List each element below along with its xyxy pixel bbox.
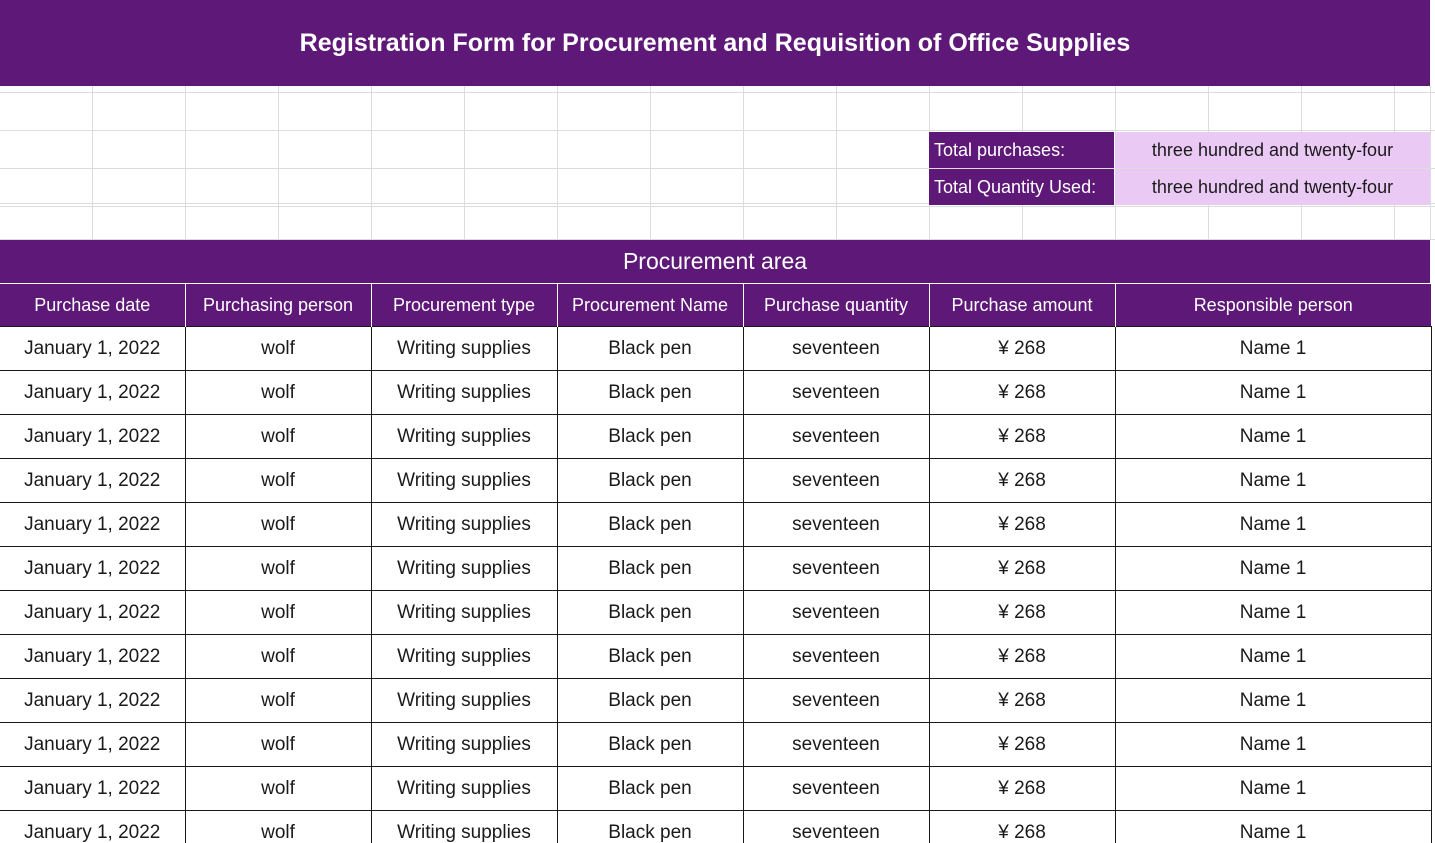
column-header[interactable]: Purchasing person — [185, 284, 371, 327]
responsible-person-cell[interactable]: Name 1 — [1115, 547, 1431, 591]
purchase-quantity-cell[interactable]: seventeen — [743, 371, 929, 415]
purchase-quantity-cell[interactable]: seventeen — [743, 547, 929, 591]
form-title[interactable]: Registration Form for Procurement and Requisition of Office Supplies — [0, 0, 1430, 86]
responsible-person-cell[interactable]: Name 1 — [1115, 767, 1431, 811]
column-header[interactable]: Procurement type — [371, 284, 557, 327]
procurement-type-cell[interactable]: Writing supplies — [371, 591, 557, 635]
purchase-date-cell[interactable]: January 1, 2022 — [0, 371, 185, 415]
purchasing-person-cell[interactable]: wolf — [185, 459, 371, 503]
grid-line — [0, 130, 1435, 131]
procurement-name-cell[interactable]: Black pen — [557, 371, 743, 415]
table-row — [0, 503, 1431, 547]
purchase-quantity-cell[interactable]: seventeen — [743, 767, 929, 811]
purchase-amount-cell[interactable]: ¥ 268 — [929, 547, 1115, 591]
purchase-amount-cell[interactable]: ¥ 268 — [929, 327, 1115, 371]
grid-line — [650, 86, 651, 240]
section-title[interactable]: Procurement area — [0, 240, 1430, 283]
table-row — [0, 635, 1431, 679]
column-header[interactable]: Procurement Name — [557, 284, 743, 327]
table-row — [0, 723, 1431, 767]
grid-line — [464, 86, 465, 240]
purchase-date-cell[interactable]: January 1, 2022 — [0, 547, 185, 591]
purchasing-person-cell[interactable]: wolf — [185, 811, 371, 843]
procurement-type-cell[interactable]: Writing supplies — [371, 371, 557, 415]
grid-line — [185, 86, 186, 240]
column-header[interactable]: Responsible person — [1115, 284, 1431, 327]
purchase-date-cell[interactable]: January 1, 2022 — [0, 503, 185, 547]
responsible-person-cell[interactable]: Name 1 — [1115, 327, 1431, 371]
purchase-date-cell[interactable]: January 1, 2022 — [0, 767, 185, 811]
table-row — [0, 811, 1431, 843]
column-header[interactable]: Purchase amount — [929, 284, 1115, 327]
procurement-name-cell[interactable]: Black pen — [557, 723, 743, 767]
table-header-row — [0, 284, 1431, 327]
purchase-date-cell[interactable]: January 1, 2022 — [0, 811, 185, 843]
purchase-quantity-cell[interactable]: seventeen — [743, 503, 929, 547]
table-row — [0, 327, 1431, 371]
procurement-type-cell[interactable]: Writing supplies — [371, 679, 557, 723]
procurement-name-cell[interactable]: Black pen — [557, 415, 743, 459]
procurement-type-cell[interactable]: Writing supplies — [371, 767, 557, 811]
total-quantity-value[interactable]: three hundred and twenty-four — [1115, 169, 1430, 205]
grid-line — [371, 86, 372, 240]
purchase-amount-cell[interactable]: ¥ 268 — [929, 503, 1115, 547]
table-row — [0, 415, 1431, 459]
purchase-amount-cell[interactable]: ¥ 268 — [929, 723, 1115, 767]
table-row — [0, 371, 1431, 415]
total-purchases-value[interactable]: three hundred and twenty-four — [1115, 132, 1430, 168]
purchasing-person-cell[interactable]: wolf — [185, 679, 371, 723]
table-row — [0, 591, 1431, 635]
procurement-type-cell[interactable]: Writing supplies — [371, 811, 557, 843]
purchase-date-cell[interactable]: January 1, 2022 — [0, 591, 185, 635]
procurement-name-cell[interactable]: Black pen — [557, 679, 743, 723]
grid-line — [92, 86, 93, 240]
responsible-person-cell[interactable]: Name 1 — [1115, 811, 1431, 843]
responsible-person-cell[interactable]: Name 1 — [1115, 415, 1431, 459]
purchase-amount-cell[interactable]: ¥ 268 — [929, 679, 1115, 723]
grid-line — [557, 86, 558, 240]
column-header[interactable]: Purchase quantity — [743, 284, 929, 327]
procurement-table — [0, 283, 1432, 843]
purchase-amount-cell[interactable]: ¥ 268 — [929, 459, 1115, 503]
procurement-type-cell[interactable]: Writing supplies — [371, 459, 557, 503]
purchase-date-cell[interactable]: January 1, 2022 — [0, 679, 185, 723]
table-row — [0, 767, 1431, 811]
purchase-quantity-cell[interactable]: seventeen — [743, 811, 929, 843]
table-row — [0, 679, 1431, 723]
purchase-quantity-cell[interactable]: seventeen — [743, 679, 929, 723]
purchase-quantity-cell[interactable]: seventeen — [743, 459, 929, 503]
purchase-amount-cell[interactable]: ¥ 268 — [929, 371, 1115, 415]
purchasing-person-cell[interactable]: wolf — [185, 635, 371, 679]
purchasing-person-cell[interactable]: wolf — [185, 327, 371, 371]
procurement-name-cell[interactable]: Black pen — [557, 591, 743, 635]
procurement-type-cell[interactable]: Writing supplies — [371, 547, 557, 591]
procurement-type-cell[interactable]: Writing supplies — [371, 503, 557, 547]
grid-line — [1430, 86, 1431, 240]
purchase-date-cell[interactable]: January 1, 2022 — [0, 459, 185, 503]
purchase-quantity-cell[interactable]: seventeen — [743, 635, 929, 679]
table-row — [0, 459, 1431, 503]
grid-line — [278, 86, 279, 240]
purchase-amount-cell[interactable]: ¥ 268 — [929, 767, 1115, 811]
procurement-name-cell[interactable]: Black pen — [557, 459, 743, 503]
responsible-person-cell[interactable]: Name 1 — [1115, 459, 1431, 503]
grid-line — [743, 86, 744, 240]
procurement-name-cell[interactable]: Black pen — [557, 767, 743, 811]
purchase-amount-cell[interactable]: ¥ 268 — [929, 415, 1115, 459]
purchasing-person-cell[interactable]: wolf — [185, 547, 371, 591]
total-quantity-label[interactable]: Total Quantity Used: — [929, 169, 1114, 205]
procurement-name-cell[interactable]: Black pen — [557, 811, 743, 843]
procurement-type-cell[interactable]: Writing supplies — [371, 635, 557, 679]
procurement-name-cell[interactable]: Black pen — [557, 547, 743, 591]
purchase-amount-cell[interactable]: ¥ 268 — [929, 591, 1115, 635]
purchasing-person-cell[interactable]: wolf — [185, 503, 371, 547]
responsible-person-cell[interactable]: Name 1 — [1115, 679, 1431, 723]
responsible-person-cell[interactable]: Name 1 — [1115, 371, 1431, 415]
procurement-type-cell[interactable]: Writing supplies — [371, 723, 557, 767]
responsible-person-cell[interactable]: Name 1 — [1115, 503, 1431, 547]
responsible-person-cell[interactable]: Name 1 — [1115, 723, 1431, 767]
procurement-name-cell[interactable]: Black pen — [557, 635, 743, 679]
purchase-date-cell[interactable]: January 1, 2022 — [0, 327, 185, 371]
responsible-person-cell[interactable]: Name 1 — [1115, 635, 1431, 679]
column-header[interactable]: Purchase date — [0, 284, 185, 327]
procurement-type-cell[interactable]: Writing supplies — [371, 415, 557, 459]
purchasing-person-cell[interactable]: wolf — [185, 767, 371, 811]
procurement-name-cell[interactable]: Black pen — [557, 503, 743, 547]
purchase-amount-cell[interactable]: ¥ 268 — [929, 635, 1115, 679]
purchase-quantity-cell[interactable]: seventeen — [743, 591, 929, 635]
purchase-date-cell[interactable]: January 1, 2022 — [0, 635, 185, 679]
purchasing-person-cell[interactable]: wolf — [185, 371, 371, 415]
table-row — [0, 547, 1431, 591]
purchase-amount-cell[interactable]: ¥ 268 — [929, 811, 1115, 843]
purchasing-person-cell[interactable]: wolf — [185, 591, 371, 635]
purchase-quantity-cell[interactable]: seventeen — [743, 723, 929, 767]
total-purchases-label[interactable]: Total purchases: — [929, 132, 1114, 168]
purchase-date-cell[interactable]: January 1, 2022 — [0, 415, 185, 459]
purchasing-person-cell[interactable]: wolf — [185, 415, 371, 459]
purchase-quantity-cell[interactable]: seventeen — [743, 327, 929, 371]
procurement-type-cell[interactable]: Writing supplies — [371, 327, 557, 371]
purchase-date-cell[interactable]: January 1, 2022 — [0, 723, 185, 767]
grid-line — [836, 86, 837, 240]
purchasing-person-cell[interactable]: wolf — [185, 723, 371, 767]
procurement-name-cell[interactable]: Black pen — [557, 327, 743, 371]
responsible-person-cell[interactable]: Name 1 — [1115, 591, 1431, 635]
purchase-quantity-cell[interactable]: seventeen — [743, 415, 929, 459]
